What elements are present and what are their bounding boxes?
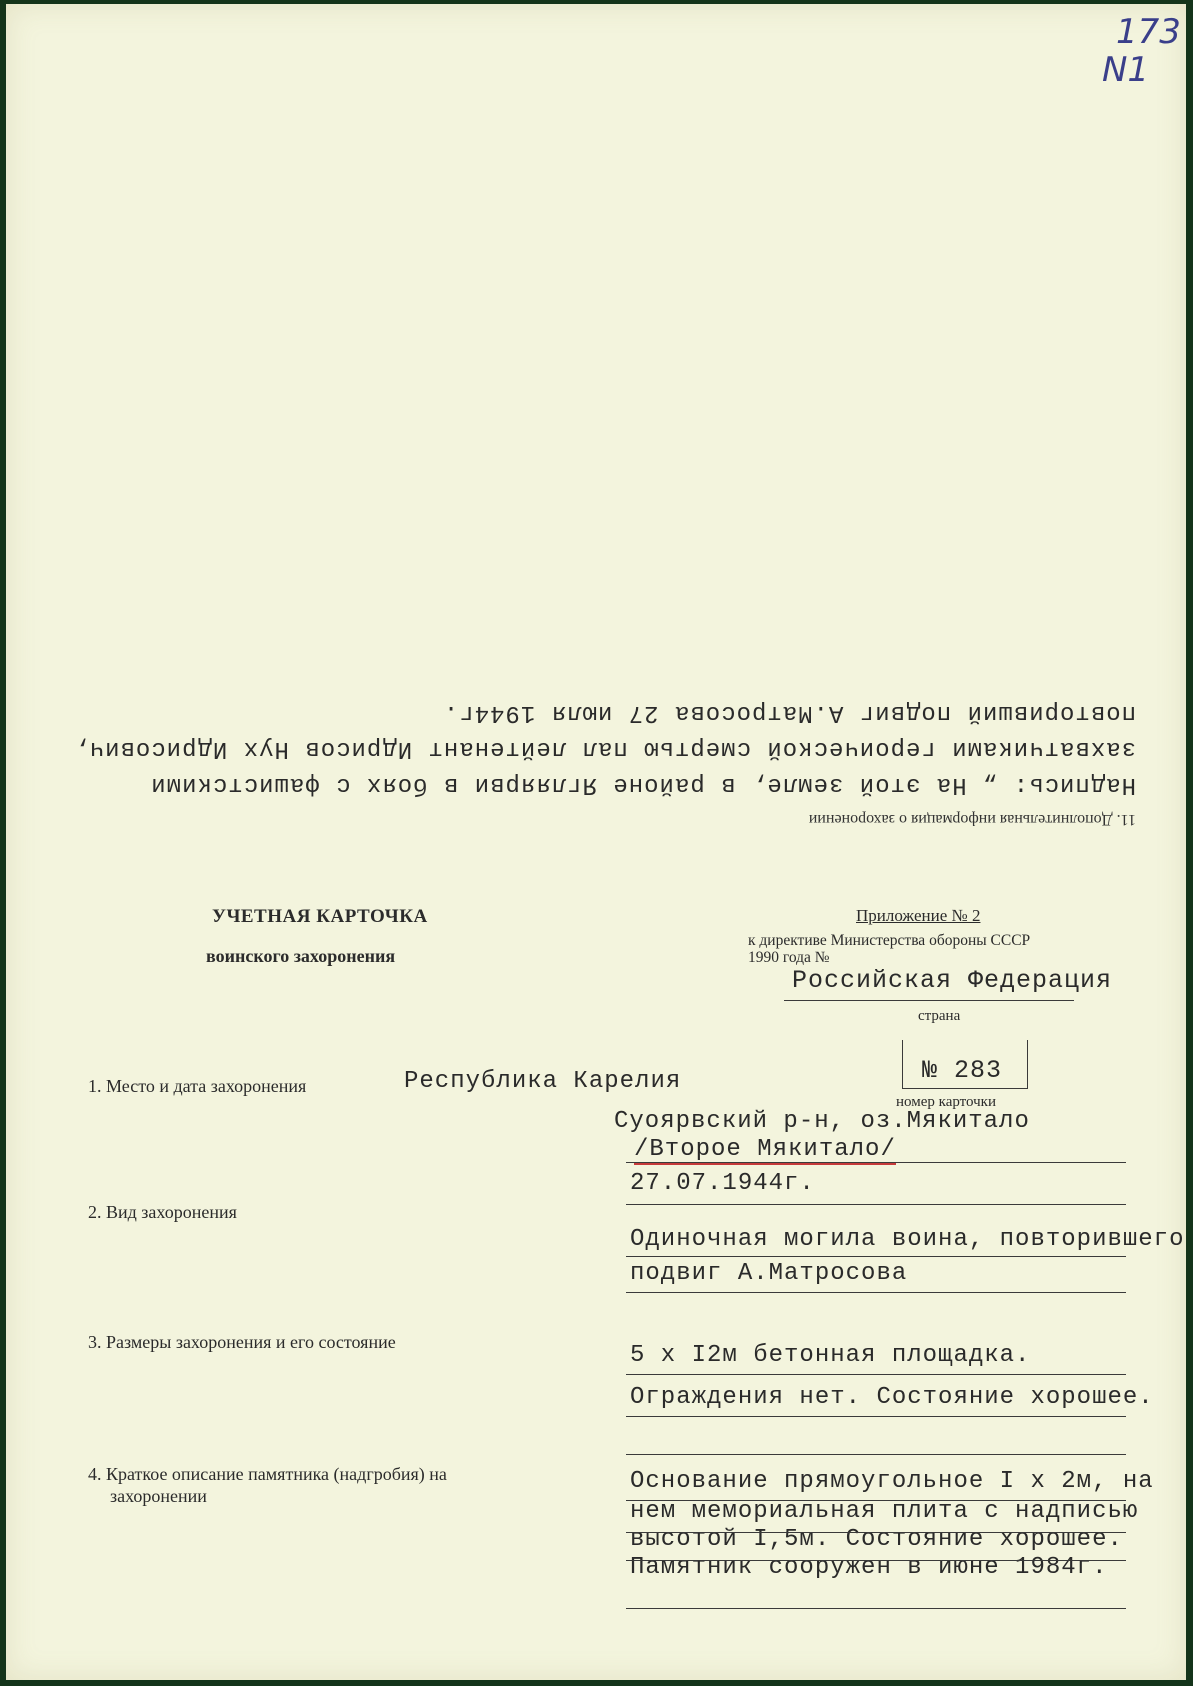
inscription-line: повторивший подвиг А.Матросова 27 июля 1944г. (442, 699, 1136, 726)
card-number-caption: номер карточки (896, 1094, 996, 1110)
document-page (6, 4, 1186, 1680)
directive-reference (748, 932, 1128, 966)
field-rule (626, 1374, 1126, 1375)
country-rule (784, 1000, 1074, 1001)
card-number-value: № 283 (922, 1056, 1003, 1085)
field-rule (626, 1416, 1126, 1417)
inscription-line: захватчиками героической смертью пал лейтенант Идрисов Нух Идрисович, (73, 735, 1136, 762)
item-label-burial-place: 1. Место и дата захоронения (88, 1076, 307, 1096)
field-rule (626, 1292, 1126, 1293)
field-rule (626, 1256, 1126, 1257)
monument-description: Памятник сооружен в июне 1984г. (630, 1554, 1108, 1581)
burial-place-value: Республика Карелия (404, 1068, 682, 1095)
additional-info-section-rotated (73, 694, 1136, 828)
burial-place-lake-name: /Второе Мякитало/ (634, 1136, 896, 1163)
item-label-monument-cont: захоронении (110, 1486, 207, 1506)
field-rule (626, 1500, 1126, 1501)
field-rule (626, 1162, 1126, 1163)
field-rule (626, 1608, 1126, 1609)
monument-description: нем мемориальная плита с надписью (630, 1498, 1139, 1525)
field-rule (626, 1454, 1126, 1455)
burial-place-value: Суоярвский р-н, оз.Мякитало (614, 1108, 1030, 1135)
monument-description: Основание прямоугольное I х 2м, на (630, 1468, 1154, 1495)
monument-description: высотой I,5м. Состояние хорошее. (630, 1526, 1123, 1553)
directive-line: 1990 года № (748, 949, 830, 966)
appendix-label: Приложение № 2 (856, 906, 981, 925)
burial-type-value: подвиг А.Матросова (630, 1260, 908, 1287)
archive-sheet-number: 173 (1116, 12, 1181, 52)
directive-line: к директиве Министерства обороны СССР (748, 932, 1031, 949)
field-rule (626, 1560, 1126, 1561)
burial-type-value: Одиночная могила воина, повторившего (630, 1226, 1185, 1253)
archive-sheet-mark: N1 (1102, 50, 1150, 90)
item-label-burial-type: 2. Вид захоронения (88, 1202, 237, 1222)
burial-size-value: Ограждения нет. Состояние хорошее. (630, 1384, 1154, 1411)
country-caption: страна (918, 1008, 961, 1024)
card-subtitle: воинского захоронения (206, 946, 396, 966)
item-label-monument: 4. Краткое описание памятника (надгробия) на (88, 1464, 447, 1484)
field-rule (626, 1204, 1126, 1205)
burial-date-value: 27.07.1944г. (630, 1170, 815, 1197)
burial-place-value (634, 1136, 896, 1163)
inscription-line: Надпись: „ На этой земле, в районе Ягляярви в боях с фашистскими (150, 771, 1136, 798)
additional-info-heading: 11. Дополнительная информация о захоронении (808, 811, 1136, 828)
card-title: УЧЕТНАЯ КАРТОЧКА (212, 906, 428, 927)
item-label-burial-size: 3. Размеры захоронения и его состояние (88, 1332, 396, 1352)
field-rule (626, 1532, 1126, 1533)
country-value: Российская Федерация (792, 966, 1113, 995)
burial-size-value: 5 х I2м бетонная площадка. (630, 1342, 1031, 1369)
